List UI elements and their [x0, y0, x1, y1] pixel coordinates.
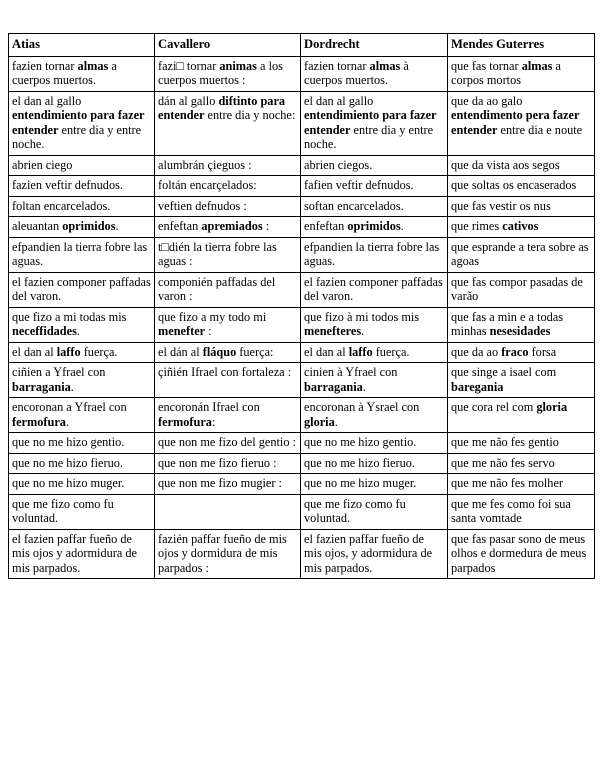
cell-dordrecht: fafien veftir defnudos.	[301, 176, 448, 197]
table-row	[9, 155, 595, 176]
table-row	[9, 342, 595, 363]
cell-cavallero: foltán encarçelados:	[155, 176, 301, 197]
cell-mendes-guterres: que da vista aos segos	[448, 155, 595, 176]
cell-atias: el dan al gallo entendimiento para fazer entender entre dia y entre noche.	[9, 91, 155, 155]
cell-dordrecht: que fizo à mi todos mis menefteres.	[301, 307, 448, 342]
table-row	[9, 494, 595, 529]
table-row	[9, 176, 595, 197]
cell-dordrecht: fazien tornar almas à cuerpos muertos.	[301, 56, 448, 91]
table-row	[9, 272, 595, 307]
cell-atias: encoronan a Yfrael con fermofura.	[9, 398, 155, 433]
cell-dordrecht: el fazien componer paffadas del varon.	[301, 272, 448, 307]
table-row	[9, 217, 595, 238]
cell-mendes-guterres: que cora rel com gloria	[448, 398, 595, 433]
cell-dordrecht: que no me hizo muger.	[301, 474, 448, 495]
cell-atias: el fazien paffar fueño de mis ojos y adormidura de mis parpados.	[9, 529, 155, 579]
cell-atias: ciñien a Yfrael con barragania.	[9, 363, 155, 398]
cell-dordrecht: enfeftan oprimidos.	[301, 217, 448, 238]
table-row	[9, 453, 595, 474]
cell-cavallero: fazién paffar fueño de mis ojos y dormidura de mis parpados :	[155, 529, 301, 579]
table-row	[9, 91, 595, 155]
cell-mendes-guterres: que fas vestir os nus	[448, 196, 595, 217]
cell-mendes-guterres: que fas pasar sono de meus olhos e dormedura de meus parpados	[448, 529, 595, 579]
cell-cavallero: dán al gallo diftinto para entender entre dia y noche:	[155, 91, 301, 155]
cell-mendes-guterres: que me fes como foi sua santa vomtade	[448, 494, 595, 529]
cell-mendes-guterres: que fas a min e a todas minhas nesesidades	[448, 307, 595, 342]
cell-atias: que no me hizo gentio.	[9, 433, 155, 454]
cell-atias: abrien ciego	[9, 155, 155, 176]
table-header	[9, 34, 595, 57]
cell-dordrecht: encoronan à Ysrael con gloria.	[301, 398, 448, 433]
cell-mendes-guterres: que singe a isael com baregania	[448, 363, 595, 398]
cell-mendes-guterres: que fas compor pasadas de varão	[448, 272, 595, 307]
cell-cavallero: el dán al fláquo fuerça:	[155, 342, 301, 363]
table-row	[9, 433, 595, 454]
cell-cavallero: fazi□ tornar animas a los cuerpos muertos :	[155, 56, 301, 91]
cell-cavallero: componién paffadas del varon :	[155, 272, 301, 307]
cell-dordrecht: el fazien paffar fueño de mis ojos, y adormidura de mis parpados.	[301, 529, 448, 579]
column-header-dordrecht: Dordrecht	[301, 34, 448, 57]
cell-mendes-guterres: que rimes cativos	[448, 217, 595, 238]
cell-dordrecht: abrien ciegos.	[301, 155, 448, 176]
cell-mendes-guterres: que me não fes gentio	[448, 433, 595, 454]
table-body	[9, 56, 595, 579]
cell-atias: fazien veftir defnudos.	[9, 176, 155, 197]
cell-cavallero: alumbrán çieguos :	[155, 155, 301, 176]
cell-cavallero: enfeftan apremiados :	[155, 217, 301, 238]
cell-dordrecht: que no me hizo gentio.	[301, 433, 448, 454]
cell-atias: foltan encarcelados.	[9, 196, 155, 217]
cell-cavallero: veftien defnudos :	[155, 196, 301, 217]
cell-dordrecht: el dan al gallo entendimiento para fazer entender entre dia y entre noche.	[301, 91, 448, 155]
cell-atias: fazien tornar almas a cuerpos muertos.	[9, 56, 155, 91]
cell-dordrecht: efpandien la tierra fobre las aguas.	[301, 237, 448, 272]
cell-mendes-guterres: que esprande a tera sobre as agoas	[448, 237, 595, 272]
column-header-cavallero: Cavallero	[155, 34, 301, 57]
cell-atias: el dan al laffo fuerça.	[9, 342, 155, 363]
table-row	[9, 398, 595, 433]
cell-cavallero: que non me fizo del gentio :	[155, 433, 301, 454]
column-header-atias: Atias	[9, 34, 155, 57]
column-header-mendes-guterres: Mendes Guterres	[448, 34, 595, 57]
table-row	[9, 307, 595, 342]
cell-cavallero: que non me fizo mugier :	[155, 474, 301, 495]
cell-cavallero: çiñién Ifrael con fortaleza :	[155, 363, 301, 398]
cell-atias: efpandien la tierra fobre las aguas.	[9, 237, 155, 272]
table-row	[9, 56, 595, 91]
cell-atias: el fazien componer paffadas del varon.	[9, 272, 155, 307]
cell-atias: que no me hizo muger.	[9, 474, 155, 495]
table-row	[9, 474, 595, 495]
table-row	[9, 363, 595, 398]
cell-cavallero: encoronán Ifrael con fermofura:	[155, 398, 301, 433]
cell-cavallero	[155, 494, 301, 529]
cell-mendes-guterres: que me não fes servo	[448, 453, 595, 474]
cell-dordrecht: el dan al laffo fuerça.	[301, 342, 448, 363]
cell-cavallero: t□dién la tierra fobre las aguas :	[155, 237, 301, 272]
cell-atias: que me fizo como fu voluntad.	[9, 494, 155, 529]
cell-dordrecht: que no me hizo fieruo.	[301, 453, 448, 474]
table-row	[9, 529, 595, 579]
cell-mendes-guterres: que soltas os encaserados	[448, 176, 595, 197]
cell-atias: que fizo a mi todas mis neceffidades.	[9, 307, 155, 342]
table-row	[9, 237, 595, 272]
cell-cavallero: que non me fizo fieruo :	[155, 453, 301, 474]
comparison-table	[8, 33, 595, 579]
cell-mendes-guterres: que da ao galo entendimento pera fazer entender entre dia e noute	[448, 91, 595, 155]
cell-dordrecht: softan encarcelados.	[301, 196, 448, 217]
cell-mendes-guterres: que me não fes molher	[448, 474, 595, 495]
table-row	[9, 196, 595, 217]
cell-atias: aleuantan oprimidos.	[9, 217, 155, 238]
cell-cavallero: que fizo a my todo mi menefter :	[155, 307, 301, 342]
cell-mendes-guterres: que da ao fraco forsa	[448, 342, 595, 363]
cell-dordrecht: que me fizo como fu voluntad.	[301, 494, 448, 529]
table-header-row	[9, 34, 595, 57]
cell-atias: que no me hizo fieruo.	[9, 453, 155, 474]
cell-dordrecht: cinien à Yfrael con barragania.	[301, 363, 448, 398]
cell-mendes-guterres: que fas tornar almas a corpos mortos	[448, 56, 595, 91]
